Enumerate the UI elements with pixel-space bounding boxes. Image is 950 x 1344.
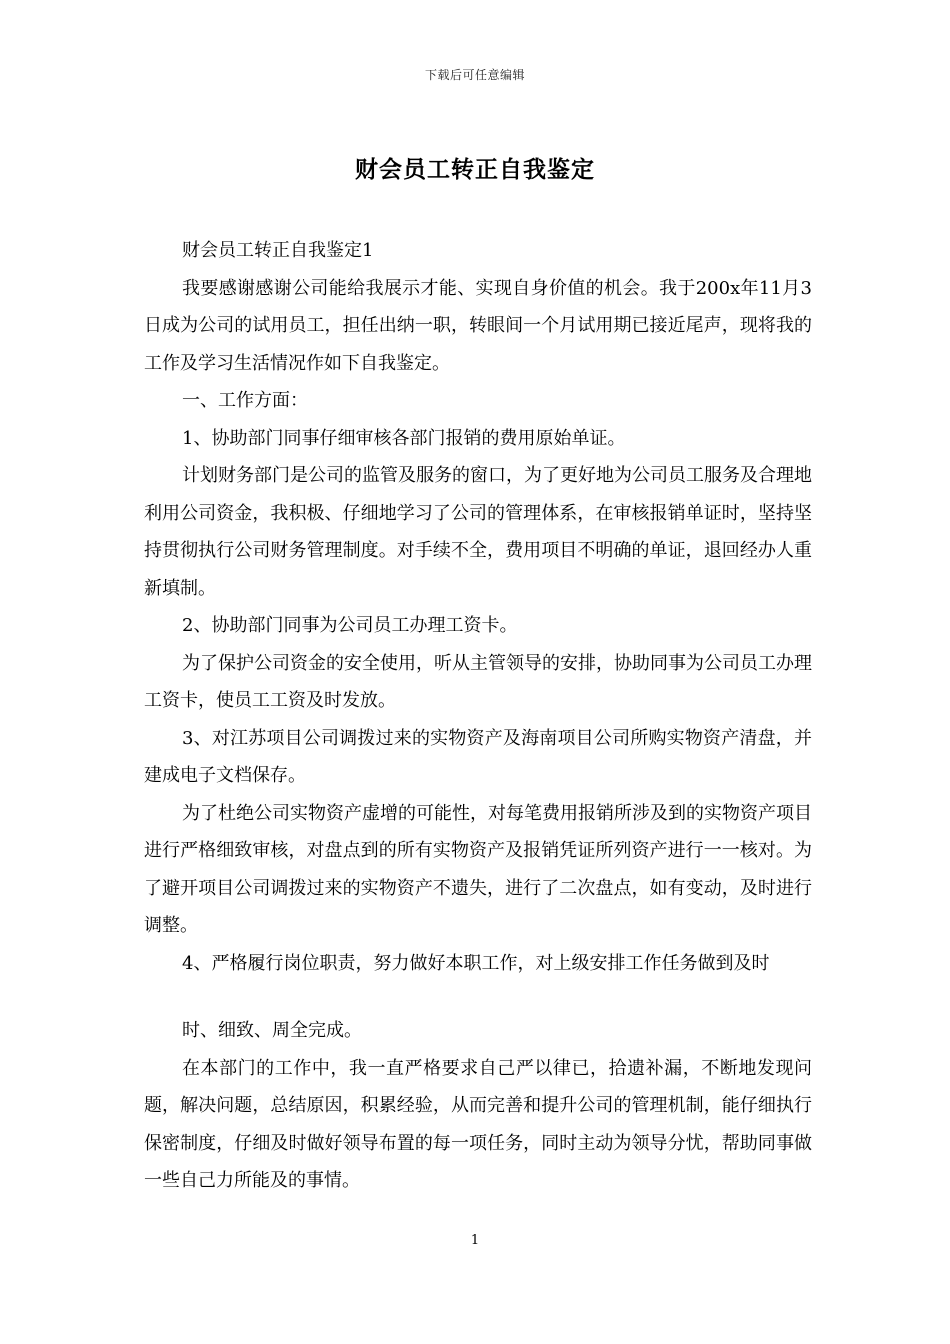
section-heading: 财会员工转正自我鉴定1 (182, 240, 374, 261)
list-item-heading: 3、对江苏项目公司调拨过来的实物资产及海南项目公司所购实物资产清盘，并建成电子文档保存。 (144, 727, 812, 786)
list-item-heading: 2、协助部门同事为公司员工办理工资卡。 (182, 615, 518, 636)
list-item-heading: 1、协助部门同事仔细审核各部门报销的费用原始单证。 (182, 427, 626, 449)
list-item-heading: 4、严格履行岗位职责，努力做好本职工作，对上级安排工作任务做到及时 (182, 952, 770, 974)
document-title: 财会员工转正自我鉴定 (355, 156, 595, 183)
body-paragraph: 我要感谢感谢公司能给我展示才能、实现自身价值的机会。我于200x年11月3日成为公司的试用员工，担任出纳一职，转眼间一个月试用期已接近尾声，现将我的工作及学习生活情况作如下自我鉴定。 (144, 277, 812, 374)
section-heading: 一、工作方面： (182, 390, 308, 411)
body-paragraph: 计划财务部门是公司的监管及服务的窗口，为了更好地为公司员工服务及合理地利用公司资金，我积极、仔细地学习了公司的管理体系，在审核报销单证时，坚持坚持贯彻执行公司财务管理制度。对手续不全，费用项目不明确的单证，退回经办人重新填制。 (144, 465, 812, 599)
body-paragraph: 为了杜绝公司实物资产虚增的可能性，对每笔费用报销所涉及到的实物资产项目进行严格细致审核，对盘点到的所有实物资产及报销凭证所列资产进行一一核对。为了避开项目公司调拨过来的实物资产不遗失，进行了二次盘点，如有变动，及时进行调整。 (144, 802, 812, 936)
body-paragraph: 时、细致、周全完成。 (182, 1020, 362, 1041)
body-text-part-2 (144, 1012, 812, 1200)
body-paragraph: 为了保护公司资金的安全使用，听从主管领导的安排，协助同事为公司员工办理工资卡，使员工工资及时发放。 (144, 652, 812, 711)
body-paragraph: 在本部门的工作中，我一直严格要求自己严以律已，拾遗补漏，不断地发现问题，解决问题，总结原因，积累经验，从而完善和提升公司的管理机制，能仔细执行保密制度，仔细及时做好领导布置的每一项任务，同时主动为领导分忧，帮助同事做一些自己力所能及的事情。 (144, 1057, 812, 1191)
page-number: 1 (470, 1233, 480, 1248)
body-text-part-1 (144, 232, 812, 982)
header-note: 下载后可任意编辑 (424, 68, 525, 82)
